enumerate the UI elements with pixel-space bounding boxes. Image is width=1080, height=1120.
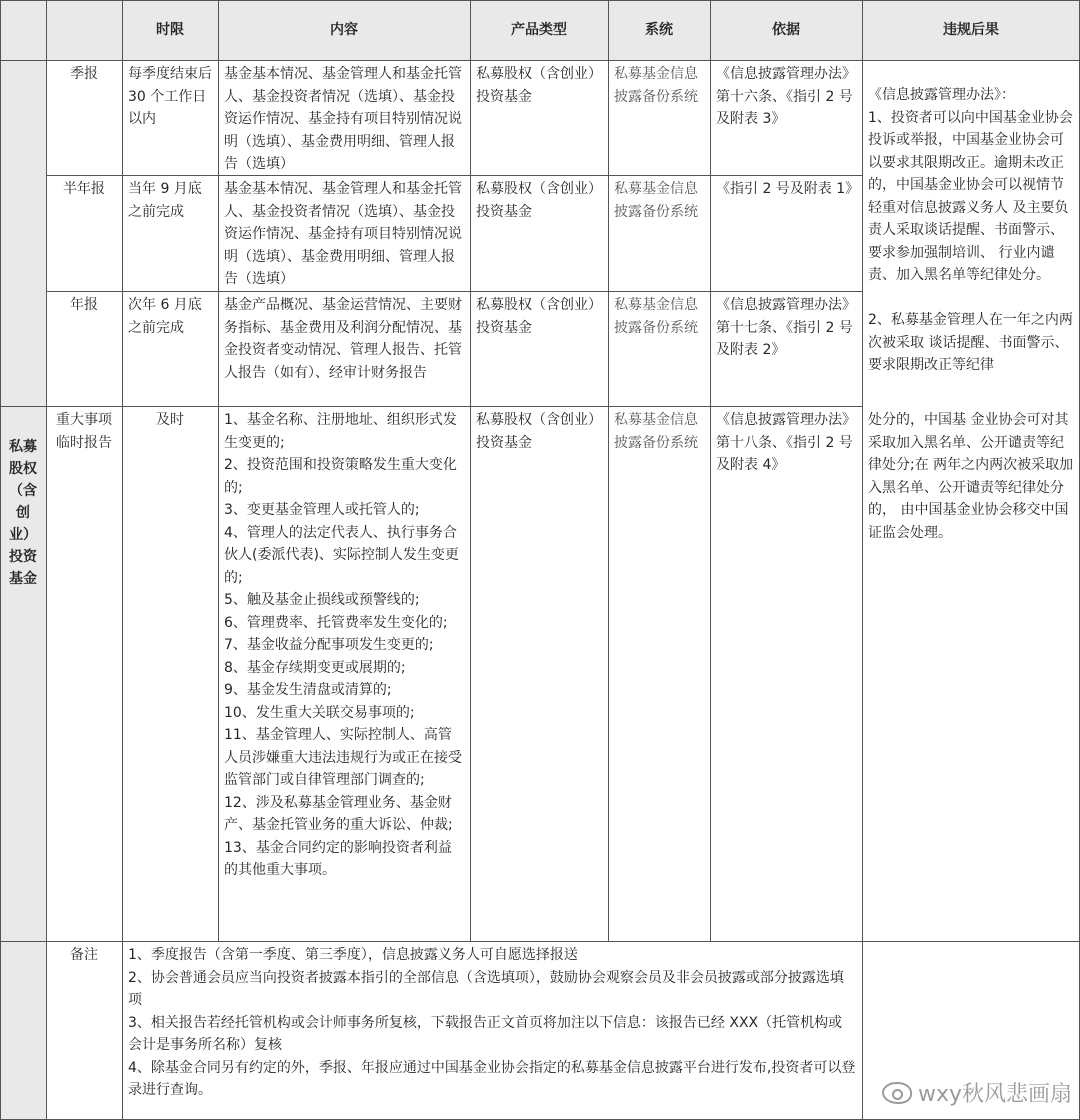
row-basis-annual: 《信息披露管理办法》第十七条、《指引 2 号及附表 2》 <box>716 297 856 358</box>
row-product-annual: 私募股权（含创业）投资基金 <box>476 297 602 336</box>
row-system-annual: 私募基金信息披露备份系统 <box>614 297 698 336</box>
grid-line <box>470 0 471 941</box>
consequence-part2: 处分的，中国基 金业协会可对其采取加入黑名单、公开谴责等纪律处分;在 两年之内两次被采取加入黑名单、公开谴责等纪律处分的， 由中国基金业协会移交中国证监会处理。 <box>868 412 1074 541</box>
major-item: 13、基金合同约定的影响投资者利益的其他重大事项。 <box>224 839 452 878</box>
major-item: 6、管理费率、托管费率发生变化的; <box>224 614 448 631</box>
notes-label: 备注 <box>70 947 98 963</box>
row-basis-quarterly: 《信息披露管理办法》第十六条、《指引 2 号及附表 3》 <box>716 66 856 127</box>
category-line: 业） <box>9 527 37 543</box>
major-item: 9、基金发生清盘或清算的; <box>224 682 392 698</box>
major-item: 7、基金收益分配事项发生变更的; <box>224 637 434 653</box>
header-blank-1 <box>0 0 46 60</box>
note-item: 1、季度报告（含第一季度、第三季度），信息披露义务人可自愿选择报送 <box>128 947 578 963</box>
category-label <box>0 406 46 941</box>
row-period-major: 及时 <box>156 412 184 428</box>
header-system: 系统 <box>608 0 710 60</box>
row-type-annual: 年报 <box>70 297 98 313</box>
header-product-type: 产品类型 <box>470 0 608 60</box>
header-period: 时限 <box>122 0 218 60</box>
weibo-logo-icon <box>882 1082 912 1104</box>
header-content: 内容 <box>218 0 470 60</box>
row-system-major: 私募基金信息披露备份系统 <box>614 412 698 451</box>
header-blank-2 <box>46 0 122 60</box>
category-line: （含 <box>9 483 37 499</box>
row-period-annual: 次年 6 月底之前完成 <box>128 297 202 336</box>
header-basis: 依据 <box>710 0 862 60</box>
note-item: 4、除基金合同另有约定的外，季报、年报应通过中国基金业协会指定的私募基金信息披露平台进行发布,投资者可以登录进行查询。 <box>128 1059 856 1098</box>
category-line: 创 <box>16 505 30 521</box>
grid-line <box>46 0 47 1120</box>
grid-line <box>0 60 1080 61</box>
category-blank-bottom <box>0 941 46 1120</box>
row-content-quarterly: 基金基本情况、基金管理人和基金托管人、基金投资者情况（选填）、基金投资运作情况、基金持有项目特别情况说明（选填）、基金费用明细、管理人报告（选填） <box>224 66 462 172</box>
row-basis-semiannual: 《指引 2 号及附表 1》 <box>716 181 860 197</box>
row-content-major <box>218 406 470 941</box>
major-item: 1、基金名称、注册地址、组织形式发生变更的; <box>224 412 457 451</box>
grid-line <box>0 0 1080 1</box>
row-content-annual: 基金产品概况、基金运营情况、主要财务指标、基金费用及利润分配情况、基金投资者变动情况、管理人报告、托管人报告（如有）、经审计财务报告 <box>224 297 462 381</box>
row-basis-major: 《信息披露管理办法》第十八条、《指引 2 号及附表 4》 <box>716 412 856 473</box>
major-item: 8、基金存续期变更或展期的; <box>224 659 406 676</box>
grid-line <box>122 0 123 1120</box>
category-line: 投资 <box>9 549 37 565</box>
grid-line <box>218 0 219 941</box>
row-type-quarterly: 季报 <box>70 66 98 82</box>
watermark <box>882 1077 1072 1108</box>
category-blank-top <box>0 60 46 406</box>
grid-line <box>608 0 609 941</box>
header-consequence: 违规后果 <box>862 0 1080 60</box>
row-period-semiannual: 当年 9 月底之前完成 <box>128 181 202 220</box>
row-type-major: 重大事项临时报告 <box>56 412 112 451</box>
grid-line <box>46 175 862 176</box>
grid-line <box>46 291 862 292</box>
grid-line <box>862 0 863 1120</box>
category-line: 基金 <box>9 571 37 587</box>
grid-line <box>0 406 862 407</box>
note-item: 2、协会普通会员应当向投资者披露本指引的全部信息（含选填项），鼓励协会观察会员及非会员披露或部分披露选填项 <box>128 969 844 1008</box>
row-product-semiannual: 私募股权（含创业）投资基金 <box>476 181 602 220</box>
note-item: 3、相关报告若经托管机构或会计师事务所复核，下载报告正文首页将加注以下信息：该报告已经 XXX（托管机构或会计是事务所名称）复核 <box>128 1014 843 1053</box>
major-item: 10、发生重大关联交易事项的; <box>224 704 415 721</box>
major-item: 2、投资范围和投资策略发生重大变化的; <box>224 457 457 496</box>
category-line: 股权 <box>9 461 37 477</box>
row-period-quarterly: 每季度结束后 30 个工作日以内 <box>128 66 212 127</box>
row-product-major: 私募股权（含创业）投资基金 <box>476 412 602 451</box>
watermark-text: wxy秋风悲画扇 <box>917 1082 1072 1107</box>
category-line: 私募 <box>9 439 37 455</box>
row-system-semiannual: 私募基金信息披露备份系统 <box>614 181 698 220</box>
row-content-semiannual: 基金基本情况、基金管理人和基金托管人、基金投资者情况（选填）、基金投资运作情况、基金持有项目特别情况说明（选填）、基金费用明细、管理人报告（选填） <box>224 181 462 287</box>
major-item: 4、管理人的法定代表人、执行事务合伙人(委派代表)、实际控制人发生变更的; <box>224 524 459 586</box>
grid-line <box>0 0 1 1120</box>
row-type-semiannual: 半年报 <box>63 181 105 197</box>
row-system-quarterly: 私募基金信息披露备份系统 <box>614 66 698 105</box>
consequence-part1: 《信息披露管理办法》： 1、投资者可以向中国基金业协会 投诉或举报，中国基金业协会可以要求其限期改正。逾期未改正的，中国基金业协会可以视情节轻重对信息披露义务人 及主要负责人采取谈话提醒、书面警示、要求参加强制培训、 行业内谴责、加入黑名单等纪律处分。 2、私募基金管理人在一年之内两次被采取 谈话提醒、书面警示、要求限期改正等纪律 <box>868 87 1073 373</box>
major-item: 3、变更基金管理人或托管人的; <box>224 502 420 518</box>
major-item: 5、触及基金止损线或预警线的; <box>224 592 420 608</box>
row-product-quarterly: 私募股权（含创业）投资基金 <box>476 66 602 105</box>
major-item: 11、基金管理人、实际控制人、高管人员涉嫌重大违法违规行为或正在接受监管部门或自律管理部门调查的; <box>224 727 462 788</box>
notes-body <box>122 941 862 1120</box>
grid-line <box>710 0 711 941</box>
major-item: 12、涉及私募基金管理业务、基金财产、基金托管业务的重大诉讼、仲裁; <box>224 794 453 833</box>
grid-line <box>0 941 1080 942</box>
